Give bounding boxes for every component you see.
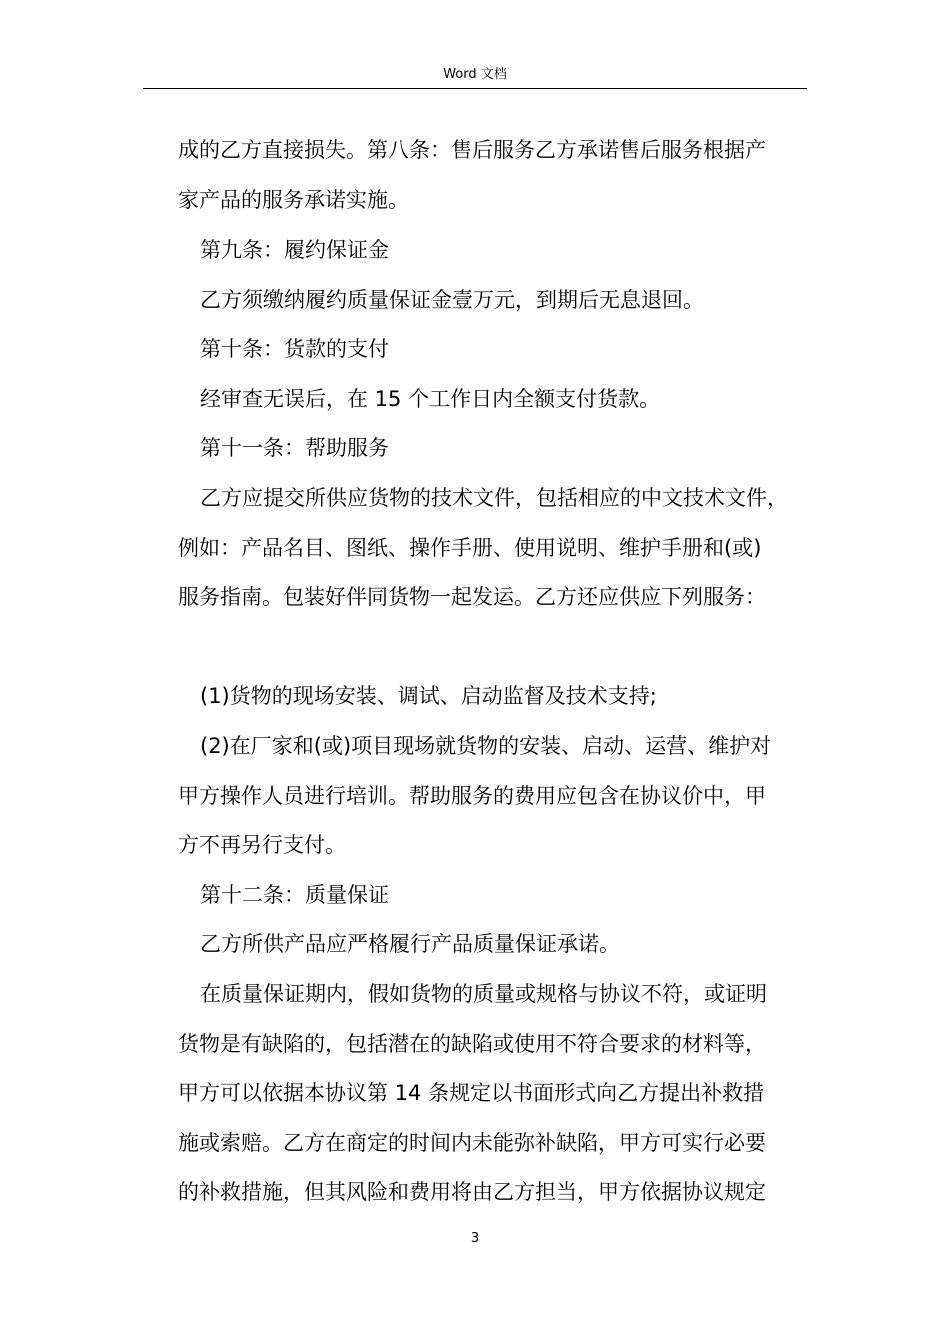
body-line: 服务指南。包装好伴同货物一起发运。乙方还应供应下列服务： bbox=[178, 585, 766, 609]
page-number: 3 bbox=[470, 1231, 480, 1246]
body-line: 的补救措施，但其风险和费用将由乙方担当，甲方依据协议规定 bbox=[178, 1180, 766, 1204]
section-heading: 第十条：货款的支付 bbox=[200, 337, 389, 361]
header-title: Word 文档 bbox=[443, 67, 507, 82]
body-line: 方不再另行支付。 bbox=[178, 833, 346, 857]
page-header bbox=[143, 66, 807, 89]
section-heading: 第十一条：帮助服务 bbox=[200, 436, 389, 460]
body-line: 经审查无误后，在 15 个工作日内全额支付货款。 bbox=[200, 387, 661, 411]
body-line: 例如：产品名目、图纸、操作手册、使用说明、维护手册和(或) bbox=[178, 536, 762, 560]
body-line: 乙方须缴纳履约质量保证金壹万元，到期后无息退回。 bbox=[200, 288, 704, 312]
list-item: (1)货物的现场安装、调试、启动监督及技术支持; bbox=[200, 684, 657, 708]
body-line: 家产品的服务承诺实施。 bbox=[178, 188, 409, 212]
section-heading: 第九条：履约保证金 bbox=[200, 238, 389, 262]
body-line: 乙方应提交所供应货物的技术文件，包括相应的中文技术文件， bbox=[200, 486, 788, 510]
body-line: 在质量保证期内，假如货物的质量或规格与协议不符，或证明 bbox=[200, 982, 767, 1006]
body-line: 货物是有缺陷的，包括潜在的缺陷或使用不符合要求的材料等， bbox=[178, 1032, 766, 1056]
list-item: (2)在厂家和(或)项目现场就货物的安装、启动、运营、维护对 bbox=[200, 734, 772, 758]
section-heading: 第十二条：质量保证 bbox=[200, 883, 389, 907]
body-line: 施或索赔。乙方在商定的时间内未能弥补缺陷，甲方可实行必要 bbox=[178, 1131, 766, 1155]
body-line: 甲方操作人员进行培训。帮助服务的费用应包含在协议价中，甲 bbox=[178, 784, 766, 808]
body-line: 乙方所供产品应严格履行产品质量保证承诺。 bbox=[200, 932, 620, 956]
body-line: 甲方可以依据本协议第 14 条规定以书面形式向乙方提出补救措 bbox=[178, 1081, 765, 1105]
body-line: 成的乙方直接损失。第八条：售后服务乙方承诺售后服务根据产 bbox=[178, 138, 766, 162]
